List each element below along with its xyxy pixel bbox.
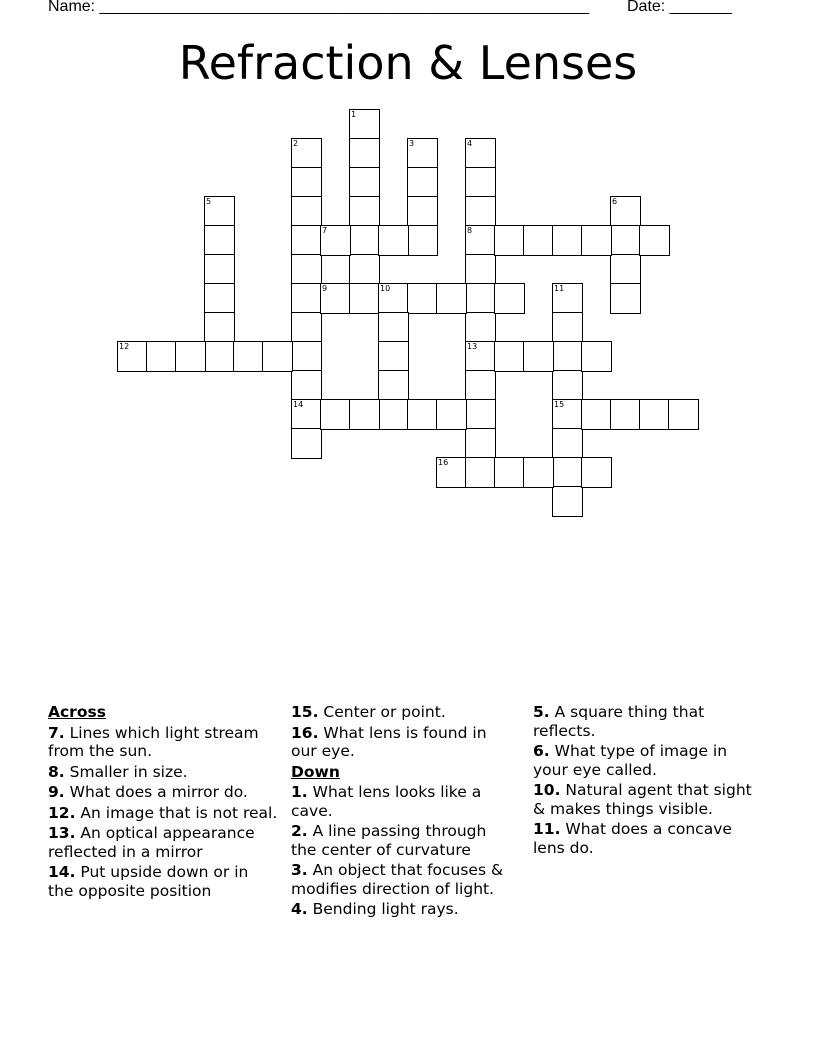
crossword-cell[interactable] xyxy=(262,341,293,372)
crossword-cell[interactable] xyxy=(320,283,351,314)
crossword-cell[interactable] xyxy=(465,138,496,169)
clue-number: 11. xyxy=(533,820,561,838)
clue-text: A square thing that reflects. xyxy=(533,703,705,740)
clue-number: 8. xyxy=(48,762,65,781)
crossword-cell[interactable] xyxy=(407,167,438,198)
across-clue-15 xyxy=(291,703,516,722)
crossword-cell[interactable] xyxy=(146,341,177,372)
down-clue-10 xyxy=(533,781,758,818)
clue-number: 10. xyxy=(533,781,561,799)
crossword-cell[interactable] xyxy=(204,225,235,256)
across-clue-9 xyxy=(48,783,278,802)
clue-text: Bending light rays. xyxy=(312,900,459,918)
clue-number-label: 9 xyxy=(322,284,328,293)
crossword-cell[interactable] xyxy=(349,225,380,256)
crossword-cell[interactable] xyxy=(291,225,322,256)
crossword-cell[interactable] xyxy=(233,341,264,372)
crossword-cell[interactable] xyxy=(465,167,496,198)
across-heading: Across xyxy=(48,703,106,721)
crossword-cell[interactable] xyxy=(523,225,554,256)
crossword-cell[interactable] xyxy=(581,399,612,430)
crossword-cell[interactable] xyxy=(378,312,409,343)
clue-number-label: 13 xyxy=(467,342,478,351)
crossword-cell[interactable] xyxy=(494,341,525,372)
down-clue-5 xyxy=(533,703,758,740)
crossword-cell[interactable] xyxy=(349,196,380,227)
clue-number: 9. xyxy=(48,783,65,801)
crossword-cell[interactable] xyxy=(465,225,496,256)
clues-column-1 xyxy=(48,703,278,902)
clue-text: Put upside down or in the opposite position xyxy=(48,863,249,900)
clue-number: 12. xyxy=(48,803,76,822)
clues-column-3 xyxy=(533,703,758,859)
crossword-cell[interactable] xyxy=(117,341,148,372)
crossword-cell[interactable] xyxy=(204,341,235,372)
crossword-cell[interactable] xyxy=(204,312,235,343)
crossword-cell[interactable] xyxy=(291,399,322,430)
crossword-cell[interactable] xyxy=(639,399,670,430)
crossword-cell[interactable] xyxy=(552,486,583,517)
crossword-cell[interactable] xyxy=(552,341,583,372)
crossword-cell[interactable] xyxy=(378,283,409,314)
crossword-cell[interactable] xyxy=(378,370,409,401)
crossword-cell[interactable] xyxy=(291,370,322,401)
crossword-cell[interactable] xyxy=(552,399,583,430)
crossword-cell[interactable] xyxy=(465,457,496,488)
clue-number-label: 10 xyxy=(380,284,391,293)
clue-number-label: 16 xyxy=(438,458,449,467)
clue-number-label: 14 xyxy=(293,400,304,409)
down-clue-4 xyxy=(291,900,516,919)
crossword-cell[interactable] xyxy=(552,312,583,343)
crossword-cell[interactable] xyxy=(465,196,496,227)
crossword-cell[interactable] xyxy=(378,399,409,430)
clue-number: 6. xyxy=(533,742,550,760)
clue-number: 16. xyxy=(291,723,319,742)
across-clue-16 xyxy=(291,724,516,761)
crossword-cell[interactable] xyxy=(291,428,322,459)
crossword-cell[interactable] xyxy=(175,341,206,372)
across-clue-13 xyxy=(48,824,278,861)
crossword-cell[interactable] xyxy=(349,399,380,430)
crossword-cell[interactable] xyxy=(523,457,554,488)
crossword-cell[interactable] xyxy=(581,457,612,488)
crossword-cell[interactable] xyxy=(494,225,525,256)
down-clue-2 xyxy=(291,822,516,859)
clue-text: Natural agent that sight & makes things visible. xyxy=(533,781,752,818)
crossword-cell[interactable] xyxy=(610,399,641,430)
clue-number: 14. xyxy=(48,863,76,881)
crossword-cell[interactable] xyxy=(291,283,322,314)
crossword-cell[interactable] xyxy=(552,283,583,314)
crossword-cell[interactable] xyxy=(204,283,235,314)
across-clue-7 xyxy=(48,724,278,761)
clue-number-label: 11 xyxy=(554,284,565,293)
crossword-cell[interactable] xyxy=(320,225,351,256)
crossword-cell[interactable] xyxy=(436,399,467,430)
crossword-cell[interactable] xyxy=(494,283,525,314)
down-clue-11 xyxy=(533,820,758,857)
clue-text: An optical appearance reflected in a mirror xyxy=(48,824,255,861)
down-clue-1 xyxy=(291,783,516,820)
crossword-cell[interactable] xyxy=(610,254,641,285)
clue-number-label: 15 xyxy=(554,400,565,409)
crossword-cell[interactable] xyxy=(494,457,525,488)
down-clue-3 xyxy=(291,861,516,898)
clue-number: 4. xyxy=(291,900,308,918)
clue-text: An image that is not real. xyxy=(80,803,278,822)
crossword-cell[interactable] xyxy=(436,283,467,314)
crossword-cell[interactable] xyxy=(407,283,438,314)
crossword-cell[interactable] xyxy=(378,225,409,256)
crossword-cell[interactable] xyxy=(291,312,322,343)
crossword-cell[interactable] xyxy=(465,312,496,343)
clue-number: 7. xyxy=(48,723,65,742)
crossword-cell[interactable] xyxy=(349,138,380,169)
crossword-cell[interactable] xyxy=(581,225,612,256)
crossword-cell[interactable] xyxy=(204,254,235,285)
across-clue-14 xyxy=(48,863,278,900)
clue-number-label: 3 xyxy=(409,139,415,148)
crossword-cell[interactable] xyxy=(465,283,496,314)
crossword-cell[interactable] xyxy=(204,196,235,227)
clue-number-label: 5 xyxy=(206,197,212,206)
crossword-cell[interactable] xyxy=(407,225,438,256)
clue-number: 15. xyxy=(291,703,319,721)
crossword-cell[interactable] xyxy=(349,167,380,198)
name-field[interactable]: Name: _______________________________________________________ xyxy=(48,0,589,15)
crossword-cell[interactable] xyxy=(552,225,583,256)
crossword-cell[interactable] xyxy=(291,167,322,198)
clue-number-label: 12 xyxy=(119,342,130,351)
crossword-cell[interactable] xyxy=(465,370,496,401)
clues-column-2 xyxy=(291,703,516,921)
clue-number: 2. xyxy=(291,822,308,840)
crossword-cell[interactable] xyxy=(436,457,467,488)
crossword-cell[interactable] xyxy=(465,399,496,430)
crossword-cell[interactable] xyxy=(349,109,380,140)
crossword-cell[interactable] xyxy=(465,341,496,372)
clue-text: What does a mirror do. xyxy=(69,783,248,801)
down-clue-6 xyxy=(533,742,758,779)
crossword-cell[interactable] xyxy=(378,341,409,372)
crossword-cell[interactable] xyxy=(291,341,322,372)
clue-text: Center or point. xyxy=(323,703,446,721)
crossword-cell[interactable] xyxy=(465,254,496,285)
down-heading: Down xyxy=(291,762,340,781)
crossword-cell[interactable] xyxy=(668,399,699,430)
clue-text: Smaller in size. xyxy=(69,762,188,781)
crossword-cell[interactable] xyxy=(523,341,554,372)
crossword-cell[interactable] xyxy=(610,283,641,314)
clue-number: 3. xyxy=(291,861,308,879)
crossword-cell[interactable] xyxy=(407,138,438,169)
clue-number-label: 1 xyxy=(351,110,357,119)
across-clue-8 xyxy=(48,763,278,782)
crossword-cell[interactable] xyxy=(639,225,670,256)
crossword-cell[interactable] xyxy=(291,254,322,285)
crossword-cell[interactable] xyxy=(610,196,641,227)
clue-text: Lines which light stream from the sun. xyxy=(48,723,259,760)
crossword-cell[interactable] xyxy=(407,399,438,430)
crossword-cell[interactable] xyxy=(610,225,641,256)
clue-text: What does a concave lens do. xyxy=(533,820,732,857)
crossword-cell[interactable] xyxy=(349,283,380,314)
clue-number-label: 2 xyxy=(293,139,299,148)
clue-number-label: 8 xyxy=(467,226,473,235)
clue-text: What lens is found in our eye. xyxy=(291,723,487,760)
clue-text: An object that focuses & modifies direction of light. xyxy=(291,861,504,898)
clue-text: A line passing through the center of curvature xyxy=(291,822,487,859)
clue-text: What type of image in your eye called. xyxy=(533,742,728,779)
across-clue-12 xyxy=(48,804,278,823)
clue-number: 1. xyxy=(291,783,308,801)
crossword-cell[interactable] xyxy=(407,196,438,227)
clue-number-label: 7 xyxy=(322,226,328,235)
page-title: Refraction & Lenses xyxy=(178,36,638,90)
crossword-cell[interactable] xyxy=(581,341,612,372)
clue-text: What lens looks like a cave. xyxy=(291,783,482,820)
clue-number: 13. xyxy=(48,824,76,842)
crossword-cell[interactable] xyxy=(320,399,351,430)
clue-number-label: 4 xyxy=(467,139,473,148)
crossword-cell[interactable] xyxy=(291,138,322,169)
crossword-cell[interactable] xyxy=(465,428,496,459)
crossword-cell[interactable] xyxy=(552,457,583,488)
date-field[interactable]: Date: _______ xyxy=(627,0,732,15)
crossword-cell[interactable] xyxy=(552,428,583,459)
clue-number: 5. xyxy=(533,703,550,721)
crossword-cell[interactable] xyxy=(291,196,322,227)
crossword-cell[interactable] xyxy=(349,254,380,285)
crossword-cell[interactable] xyxy=(552,370,583,401)
clue-number-label: 6 xyxy=(612,197,618,206)
